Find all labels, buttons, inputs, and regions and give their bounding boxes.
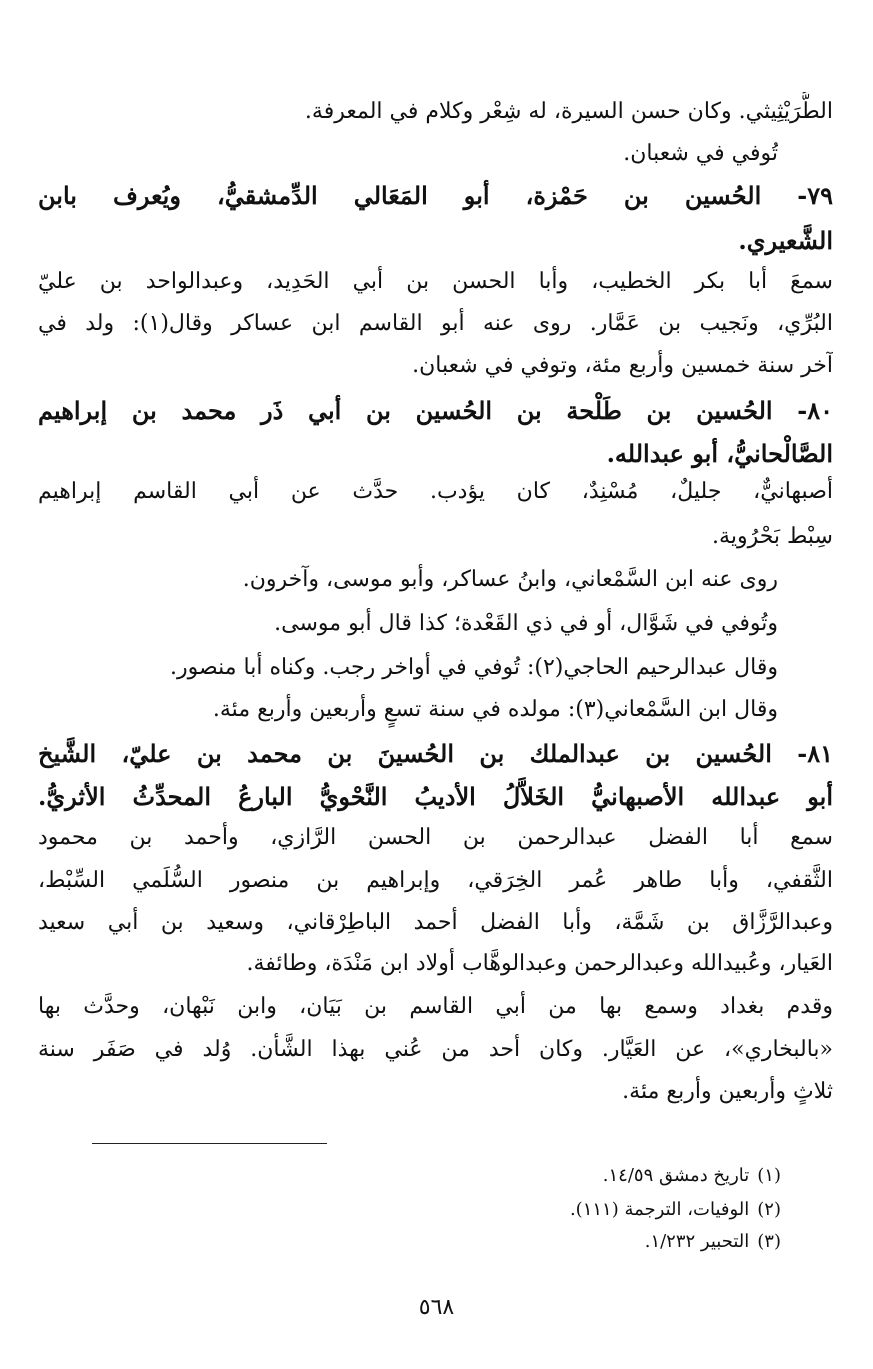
text-line: الثَّقفي، وأبا طاهر عُمر الخِرَقي، وإبراهيم بن منصور السُّلَمي السِّبْط، — [38, 868, 833, 893]
entry-heading-79: ٧٩- الحُسين بن حَمْزة، أبو المَعَالي الدِّمشقيُّ، ويُعرف بابن — [38, 181, 833, 210]
footnote-text: تاريخ دمشق ١٤/٥٩. — [602, 1165, 750, 1186]
footnote-1 — [481, 1160, 781, 1192]
text-line: سِبْط بَحْرُوية. — [712, 524, 833, 549]
footnote-mark: (١) — [757, 1165, 781, 1186]
text-line: البُرِّي، ونَجيب بن عَمَّار. روى عنه أبو القاسم ابن عساكر وقال(١): ولد في — [38, 311, 833, 336]
text-line: سمع أبا الفضل عبدالرحمن بن الحسن الرَّازي، وأحمد بن محمود — [38, 825, 833, 850]
text-line: آخر سنة خمسين وأربع مئة، وتوفي في شعبان. — [412, 353, 833, 378]
footnote-mark: (٢) — [757, 1199, 781, 1220]
text-line: روى عنه ابن السَّمْعاني، وابنُ عساكر، وأبو موسى، وآخرون. — [242, 567, 778, 592]
footnote-divider — [92, 1143, 327, 1144]
text-line: العَيار، وعُبيدالله وعبدالرحمن وعبدالوهَّاب أولاد ابن مَنْدَة، وطائفة. — [246, 951, 833, 976]
text-line: وقال ابن السَّمْعاني(٣): مولده في سنة تسعٍ وأربعين وأربع مئة. — [212, 697, 778, 722]
text-line: «بالبخاري»، عن العَيَّار. وكان أحد من عُني بهذا الشَّأن. وُلد في صَفَر سنة — [38, 1037, 833, 1062]
page-number: ٥٦٨ — [418, 1295, 455, 1320]
text-line: وعبدالرَّزَّاق بن شَمَّة، وأبا الفضل أحمد الباطِرْقاني، وسعيد بن أبي سعيد — [38, 910, 833, 935]
footnote-text: الوفيات، الترجمة (١١١). — [569, 1199, 750, 1220]
text-line: ثلاثٍ وأربعين وأربع مئة. — [622, 1079, 833, 1104]
text-line: وقدم بغداد وسمع بها من أبي القاسم بن بَيَان، وابن نَبْهان، وحدَّث بها — [38, 994, 833, 1019]
text-line: وقال عبدالرحيم الحاجي(٢): تُوفي في أواخر رجب. وكناه أبا منصور. — [170, 655, 778, 680]
text-line: الطُّرَيْثِيثي. وكان حسن السيرة، له شِعْر وكلام في المعرفة. — [304, 99, 833, 124]
text-line: تُوفي في شعبان. — [623, 141, 778, 166]
text-line: أصبهانيٌّ، جليلٌ، مُسْنِدٌ، كان يؤدب. حدَّث عن أبي القاسم إبراهيم — [38, 479, 833, 504]
entry-heading-81-cont: أبو عبدالله الأصبهانيُّ الخَلاَّلُ الأديبُ النَّحْويُّ البارعُ المحدِّثُ الأثريُّ. — [38, 782, 833, 811]
footnote-2 — [481, 1194, 781, 1226]
entry-heading-80-cont: الصَّالْحانيُّ، أبو عبدالله. — [606, 439, 833, 468]
text-line: سمعَ أبا بكر الخطيب، وأبا الحسن بن أبي الحَدِيد، وعبدالواحد بن عليّ — [38, 269, 833, 294]
entry-heading-81: ٨١- الحُسين بن عبدالملك بن الحُسينَ بن محمد بن عليّ، الشَّيخ — [38, 739, 833, 768]
entry-heading-79-cont: الشَّعيري. — [738, 226, 833, 255]
entry-heading-80: ٨٠- الحُسين بن طَلْحة بن الحُسين بن أبي ذَر محمد بن إبراهيم — [38, 396, 833, 425]
footnote-3 — [481, 1226, 781, 1258]
footnote-text: التحبير ١/٢٣٢. — [644, 1231, 750, 1252]
text-line: وتُوفي في شَوَّال، أو في ذي القَعْدة؛ كذا قال أبو موسى. — [274, 611, 778, 636]
footnote-mark: (٣) — [757, 1231, 781, 1252]
